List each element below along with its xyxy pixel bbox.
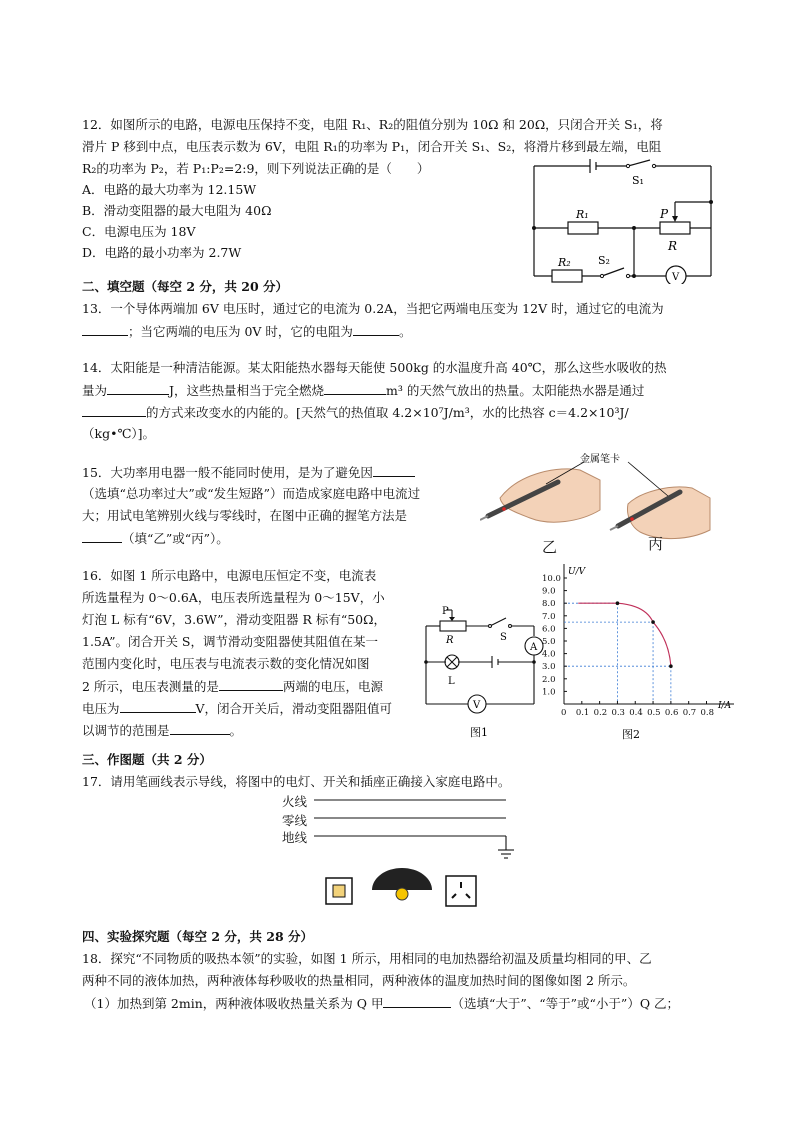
chart-x-tick-label: 0.7 bbox=[682, 708, 697, 718]
fig-yi-label: 乙 bbox=[542, 538, 558, 556]
q15-blank2[interactable] bbox=[82, 529, 122, 543]
q16-line4: 1.5A”。闭合开关 S，调节滑动变阻器使其阻值在某一 bbox=[82, 634, 378, 649]
s2-label: S₂ bbox=[598, 254, 610, 267]
section-3-heading: 三、作图题（共 2 分） bbox=[82, 752, 212, 767]
q12-line3: R₂的功率为 P₂，若 P₁:P₂=2:9，则下列说法正确的是（ ） bbox=[82, 161, 430, 176]
q14-line4: （kg•℃）]。 bbox=[82, 426, 156, 441]
q15-blank1[interactable] bbox=[373, 463, 415, 477]
chart-point bbox=[669, 664, 673, 668]
chart-x-tick-label: 0.6 bbox=[664, 708, 679, 718]
q15-line4: （填“乙”或“丙”）。 bbox=[82, 529, 229, 548]
q14-blank2[interactable] bbox=[324, 381, 386, 395]
q12-line2: 滑片 P 移到中点，电压表示数为 6V，电阻 R₁的功率为 P₁，闭合开关 S₁、S₂，将滑片移到最左端，电阻 bbox=[82, 139, 662, 154]
chart-y-tick-label: 9.0 bbox=[542, 586, 556, 597]
chart-curve bbox=[578, 603, 671, 666]
q16-blank1[interactable] bbox=[219, 677, 283, 691]
r2-label: R₂ bbox=[558, 256, 571, 269]
chart-x-tick-label: 0.4 bbox=[629, 708, 643, 718]
q16-line7: 电压为 V，闭合开关后，滑动变阻器阻值可 bbox=[82, 701, 393, 716]
q16-line2: 所选量程为 0～0.6A，电压表所选量程为 0～15V，小 bbox=[82, 590, 385, 605]
chart-x-tick-label: 0.1 bbox=[575, 708, 590, 718]
fig1-s-label: S bbox=[500, 632, 507, 643]
q12-line1: 12．如图所示的电路，电源电压保持不变，电阻 R₁、R₂的阻值分别为 10Ω 和 20Ω，只闭合开关 S₁，将 bbox=[82, 117, 663, 132]
q16-circuit-figure bbox=[420, 600, 550, 740]
q15-line3: 大；用试电笔辨别火线与零线时，在图中正确的握笔方法是 bbox=[82, 508, 408, 523]
ammeter-label: A bbox=[530, 642, 538, 653]
chart-y-tick-label: 3.0 bbox=[542, 662, 556, 673]
q16-blank3[interactable] bbox=[170, 721, 230, 735]
chart-y-tick-label: 10.0 bbox=[542, 574, 561, 584]
q14-line3: 的方式来改变水的内能的。[天然气的热值取 4.2×10⁷J/m³，水的比热容 c＝4.2×10³J/ bbox=[82, 403, 629, 422]
r1-label: R₁ bbox=[576, 208, 589, 221]
r-label: R bbox=[668, 239, 678, 253]
fig2-caption: 图2 bbox=[622, 728, 640, 741]
fig-bing-label: 丙 bbox=[648, 535, 664, 553]
q18-line2: 两种不同的液体加热，两种液体每秒吸收的热量相同，两种液体的温度加热时间的图像如图 2 所示。 bbox=[82, 973, 636, 988]
q12-option-a: A．电路的最大功率为 12.15W bbox=[82, 182, 257, 197]
chart-y-tick-label: 8.0 bbox=[542, 599, 556, 610]
q14-blank3[interactable] bbox=[82, 403, 146, 417]
q12-circuit-figure bbox=[528, 156, 718, 284]
q14-blank1[interactable] bbox=[107, 381, 169, 395]
ground-wire-label: 地线 bbox=[282, 830, 308, 845]
chart-x-tick-label: 0.5 bbox=[647, 708, 661, 718]
chart-y-tick-label: 5.0 bbox=[542, 637, 556, 647]
q14-line2: 量为 J，这些热量相当于完全燃烧 m³ 的天然气放出的热量。太阳能热水器是通过 bbox=[82, 383, 645, 398]
chart-xlabel: I/A bbox=[718, 701, 732, 711]
chart-y-tick-label: 6.0 bbox=[542, 624, 556, 635]
chart-x-tick-label: 0.2 bbox=[593, 708, 608, 718]
q12-option-d: D．电路的最小功率为 2.7W bbox=[82, 245, 242, 260]
p-label: P bbox=[660, 207, 669, 221]
socket-icon bbox=[446, 876, 476, 906]
s1-label: S₁ bbox=[632, 174, 644, 187]
voltmeter-label: V bbox=[672, 272, 680, 283]
q16-line8: 以调节的范围是 。 bbox=[82, 723, 243, 738]
q13-line1: 13．一个导体两端加 6V 电压时，通过它的电流为 0.2A，当把它两端电压变为 12V 时，通过它的电流为 bbox=[82, 301, 664, 316]
q14-line1: 14．太阳能是一种清洁能源。某太阳能热水器每天能使 500kg 的水温度升高 40℃，那么这些水吸收的热 bbox=[82, 360, 667, 375]
q17-wiring-figure bbox=[300, 790, 530, 916]
fig1-voltmeter-label: V bbox=[473, 700, 481, 711]
q12-option-c: C．电源电压为 18V bbox=[82, 224, 196, 239]
q13-blank1[interactable] bbox=[82, 322, 128, 336]
lamp-icon bbox=[372, 868, 432, 900]
q12-option-b: B．滑动变阻器的最大电阻为 40Ω bbox=[82, 203, 272, 218]
chart-y-tick-label: 7.0 bbox=[542, 611, 556, 622]
q18-line3: （1）加热到第 2min，两种液体吸收热量关系为 Q 甲 （选填“大于”、“等于”或“小于”）Q 乙； bbox=[84, 996, 680, 1011]
q16-line6: 2 所示，电压表测量的是 两端的电压，电源 bbox=[82, 679, 383, 694]
metal-clip-label: 金属笔卡 bbox=[580, 454, 620, 465]
fig1-caption: 图1 bbox=[470, 726, 488, 739]
q15-line2: （选填“总功率过大”或“发生短路”）而造成家庭电路中电流过 bbox=[82, 486, 421, 501]
q16-ui-chart bbox=[540, 562, 740, 742]
q18-blank1[interactable] bbox=[383, 994, 451, 1008]
section-2-heading: 二、填空题（每空 2 分，共 20 分） bbox=[82, 279, 289, 294]
neutral-wire-label: 零线 bbox=[282, 813, 308, 828]
fig1-p-label: P bbox=[442, 606, 449, 617]
section-4-heading: 四、实验探究题（每空 2 分，共 28 分） bbox=[82, 929, 314, 944]
q15-test-pen-figure bbox=[480, 452, 712, 556]
chart-x-tick-label: 0 bbox=[561, 708, 567, 718]
chart-point bbox=[651, 620, 655, 624]
fire-wire-label: 火线 bbox=[282, 794, 308, 809]
chart-y-tick-label: 4.0 bbox=[542, 649, 556, 660]
q15-line1: 15．大功率用电器一般不能同时使用，是为了避免因 bbox=[82, 463, 415, 482]
chart-x-tick-label: 0.8 bbox=[700, 708, 715, 718]
q17-line1: 17．请用笔画线表示导线，将图中的电灯、开关和插座正确接入家庭电路中。 bbox=[82, 774, 511, 789]
q18-line1: 18．探究“不同物质的吸热本领”的实验，如图 1 所示，用相同的电加热器给初温及质量均相同的甲、乙 bbox=[82, 951, 652, 966]
chart-y-tick-label: 2.0 bbox=[542, 674, 556, 685]
q13-blank2[interactable] bbox=[353, 322, 399, 336]
fig1-r-label: R bbox=[446, 635, 454, 646]
q16-line5: 范围内变化时，电压表与电流表示数的变化情况如图 bbox=[82, 656, 370, 671]
q16-blank2[interactable] bbox=[120, 699, 196, 713]
q16-line3: 灯泡 L 标有“6V，3.6W”，滑动变阻器 R 标有“50Ω， bbox=[82, 612, 386, 627]
q13-line2: ；当它两端的电压为 0V 时，它的电阻为 。 bbox=[82, 322, 411, 341]
chart-x-tick-label: 0.3 bbox=[611, 708, 625, 718]
lamp-label: L bbox=[448, 676, 455, 687]
q16-line1: 16．如图 1 所示电路中，电源电压恒定不变，电流表 bbox=[82, 568, 377, 583]
chart-point bbox=[616, 601, 620, 605]
chart-y-tick-label: 1.0 bbox=[542, 687, 556, 698]
chart-ylabel: U/V bbox=[568, 567, 586, 577]
